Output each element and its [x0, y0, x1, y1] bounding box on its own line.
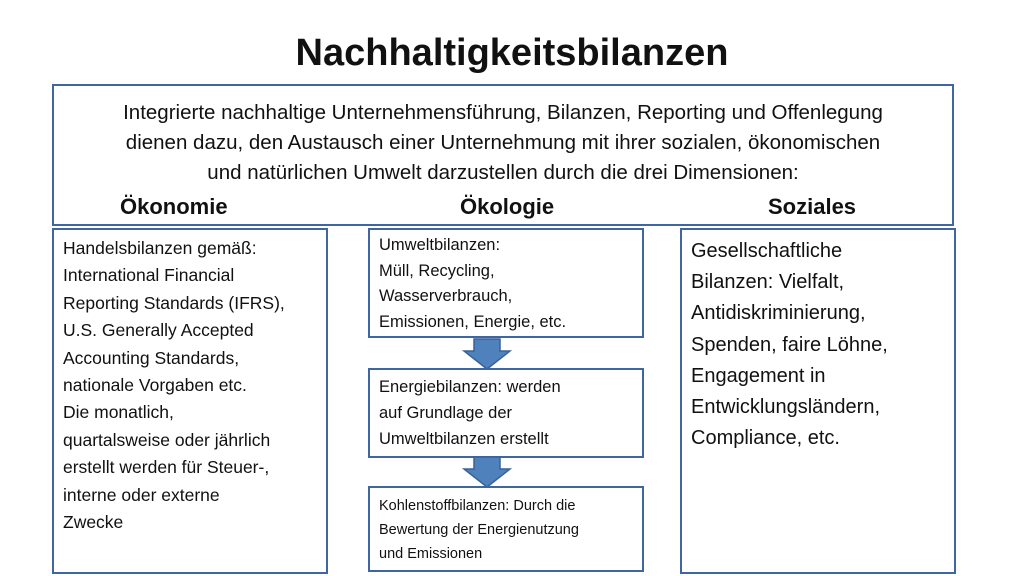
intro-line: und natürlichen Umwelt darzustellen durch die drei Dimensionen: — [207, 161, 799, 184]
soziales-box — [680, 228, 956, 574]
soziales-line: Compliance, etc. — [691, 427, 840, 450]
oekonomie-line: Die monatlich, — [63, 402, 174, 423]
soziales-line: Gesellschaftliche — [691, 240, 843, 262]
kohlenstoffbilanzen-text — [379, 494, 636, 566]
kohlenstoffbilanzen-line: Bewertung der Energienutzung — [379, 522, 579, 538]
umweltbilanzen-box — [368, 228, 644, 338]
page-title: Nachhaltigkeitsbilanzen — [295, 32, 729, 74]
soziales-line: Engagement in — [691, 364, 826, 387]
kohlenstoffbilanzen-box — [368, 486, 644, 572]
oekonomie-line: quartalsweise oder jährlich — [63, 429, 271, 450]
kohlenstoffbilanzen-line: Kohlenstoffbilanzen: Durch die — [379, 498, 576, 514]
oekonomie-line: erstellt werden für Steuer-, — [63, 457, 270, 478]
umweltbilanzen-text — [379, 233, 636, 335]
dimension-oekologie: Ökologie — [460, 194, 555, 219]
oekonomie-line: U.S. Generally Accepted — [63, 320, 254, 341]
down-arrow-icon — [462, 338, 512, 370]
oekonomie-text — [63, 235, 320, 536]
intro-line: Integrierte nachhaltige Unternehmensführung, Bilanzen, Reporting und Offenlegung — [123, 101, 883, 124]
intro-text — [64, 98, 942, 188]
energiebilanzen-box — [368, 368, 644, 458]
umweltbilanzen-line: Wasserverbrauch, — [379, 287, 513, 305]
down-arrow-icon — [462, 456, 512, 488]
kohlenstoffbilanzen-line: und Emissionen — [379, 546, 483, 562]
dimension-soziales: Soziales — [768, 194, 857, 219]
oekonomie-line: Accounting Standards, — [63, 347, 240, 368]
intro-box — [52, 84, 954, 226]
umweltbilanzen-line: Emissionen, Energie, etc. — [379, 312, 567, 331]
soziales-text — [691, 236, 948, 454]
energiebilanzen-line: Umweltbilanzen erstellt — [379, 430, 549, 448]
soziales-line: Bilanzen: Vielfalt, — [691, 271, 845, 294]
energiebilanzen-line: Energiebilanzen: werden — [379, 378, 561, 396]
oekonomie-line: Reporting Standards (IFRS), — [63, 292, 285, 313]
umweltbilanzen-line: Müll, Recycling, — [379, 261, 495, 280]
oekonomie-line: nationale Vorgaben etc. — [63, 375, 247, 396]
soziales-line: Antidiskriminierung, — [691, 302, 866, 325]
soziales-line: Entwicklungsländern, — [691, 396, 880, 419]
soziales-line: Spenden, faire Löhne, — [691, 333, 888, 356]
energiebilanzen-line: auf Grundlage der — [379, 404, 513, 422]
energiebilanzen-text — [379, 374, 636, 452]
oekonomie-line: International Financial — [63, 265, 235, 286]
intro-line: dienen dazu, den Austausch einer Unternehmung mit ihrer sozialen, ökonomischen — [125, 131, 881, 154]
oekonomie-box — [52, 228, 328, 574]
umweltbilanzen-line: Umweltbilanzen: — [379, 236, 501, 254]
oekonomie-line: Zwecke — [63, 512, 124, 533]
dimension-oekonomie: Ökonomie — [120, 194, 228, 219]
oekonomie-line: Handelsbilanzen gemäß: — [63, 238, 257, 258]
oekonomie-line: interne oder externe — [63, 484, 220, 505]
